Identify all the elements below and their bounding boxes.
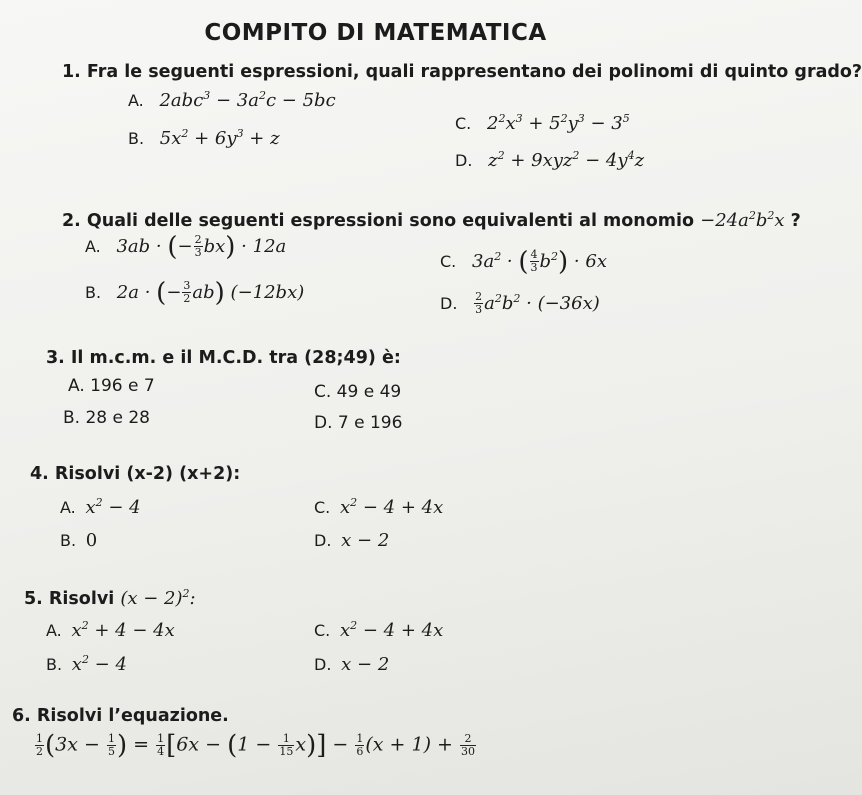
q4-option-a-label: A. [60,498,76,517]
q4-option-d-expr: x − 2 [341,530,390,551]
q1-option-a[interactable] [128,90,336,111]
q4-option-c-expr: $x^2 - 4 + 4x$ [340,496,444,518]
q1-option-c[interactable] [455,113,630,134]
question-6-text: 6. Risolvi l’equazione. [12,706,229,726]
q5-option-c[interactable] [314,620,443,641]
q1-option-c-expr: $2^2x^3 + 5^2y^3 - 3^5$ [487,112,630,134]
q1-option-b-label: B. [128,129,145,148]
q1-option-b[interactable] [128,128,280,149]
q2-option-b-expr: 2a · (− $\frac{3}{2}$ ab) (−12bx) [116,277,305,308]
page-title: COMPITO DI MATEMATICA [204,20,547,46]
q5-option-a-label: A. [46,621,62,640]
q5-option-d-label: D. [314,655,332,674]
q4-option-c[interactable] [314,497,443,518]
q5-option-d[interactable] [314,654,389,675]
q4-option-b[interactable] [60,530,97,551]
question-5 [24,588,196,609]
q2-option-d-label: D. [440,293,458,313]
question-2-text: 2. Quali delle seguenti espressioni sono equivalenti al monomio [62,211,695,231]
q2-option-a[interactable] [85,231,287,262]
question-2-monomial: $-24a^2b^2x$ [700,209,785,231]
question-2 [62,210,801,231]
q3-option-a[interactable]: A. 196 e 7 [68,376,155,396]
q1-option-a-expr: $2abc^3 - 3a^2c - 5bc$ [159,89,336,111]
q3-option-b[interactable]: B. 28 e 28 [63,408,151,428]
question-4-text: 4. Risolvi (x-2) (x+2): [30,464,241,484]
q5-option-b[interactable] [46,654,127,675]
question-3-text: 3. Il m.c.m. e il M.C.D. tra (28;49) è: [46,348,401,368]
question-2-tail: ? [790,211,801,231]
q3-option-c[interactable]: C. 49 e 49 [314,382,402,402]
q1-option-d[interactable] [455,150,644,171]
q5-option-b-label: B. [46,655,63,674]
q2-option-c-label: C. [440,251,457,271]
q1-option-a-label: A. [128,91,144,110]
question-1-text: 1. Fra le seguenti espressioni, quali rappresentano dei polinomi di quinto grado? [62,62,862,82]
q2-option-b[interactable] [85,277,305,308]
q2-option-d[interactable] [440,291,600,316]
q2-option-a-label: A. [85,236,101,256]
q2-option-a-expr: 3ab · (− $\frac{2}{3}$ bx) · 12a [116,231,287,262]
q4-option-c-label: C. [314,498,331,517]
q5-option-b-expr: $x^2 - 4$ [71,653,127,675]
question-5-text: 5. Risolvi [24,589,115,609]
q4-option-d-label: D. [314,531,332,550]
q4-option-d[interactable] [314,530,389,551]
q1-option-d-label: D. [455,151,473,170]
q1-option-c-label: C. [455,114,472,133]
q2-option-c[interactable] [440,246,607,277]
q4-option-a-expr: $x^2 - 4$ [85,496,141,518]
q5-option-d-expr: x − 2 [341,654,390,675]
q5-option-a-expr: $x^2 + 4 - 4x$ [71,619,175,641]
q3-option-d[interactable]: D. 7 e 196 [314,413,403,433]
q4-option-b-value: 0 [85,530,98,551]
q1-option-b-expr: $5x^2 + 6y^3 + z$ [159,127,280,149]
q6-equation: $\frac{1}{2}$ (3x − $\frac{1}{5}$ ) = $\frac{1}{4}$ [6x − (1 − $\frac{1}{15}$ x)] − $\frac{1}{6}$ (x + 1) + $\frac{2}{30}$ [36,730,476,761]
q2-option-c-expr: $3a^2$ · ( $\frac{4}{3}$ $b^2) \cdot 6x$ [472,246,607,277]
q5-option-c-label: C. [314,621,331,640]
q4-option-b-label: B. [60,531,77,550]
question-5-expr: $(x - 2)^2$: [120,587,196,609]
q5-option-a[interactable] [46,620,175,641]
q1-option-d-expr: $z^2 + 9xyz^2 - 4y^4z$ [488,149,645,171]
q2-option-d-expr: $\frac{2}{3}$ $a^2b^2 \cdot (-36x)$ [475,290,600,316]
q2-option-b-label: B. [85,282,102,302]
q5-option-c-expr: $x^2 - 4 + 4x$ [340,619,444,641]
q4-option-a[interactable] [60,497,141,518]
